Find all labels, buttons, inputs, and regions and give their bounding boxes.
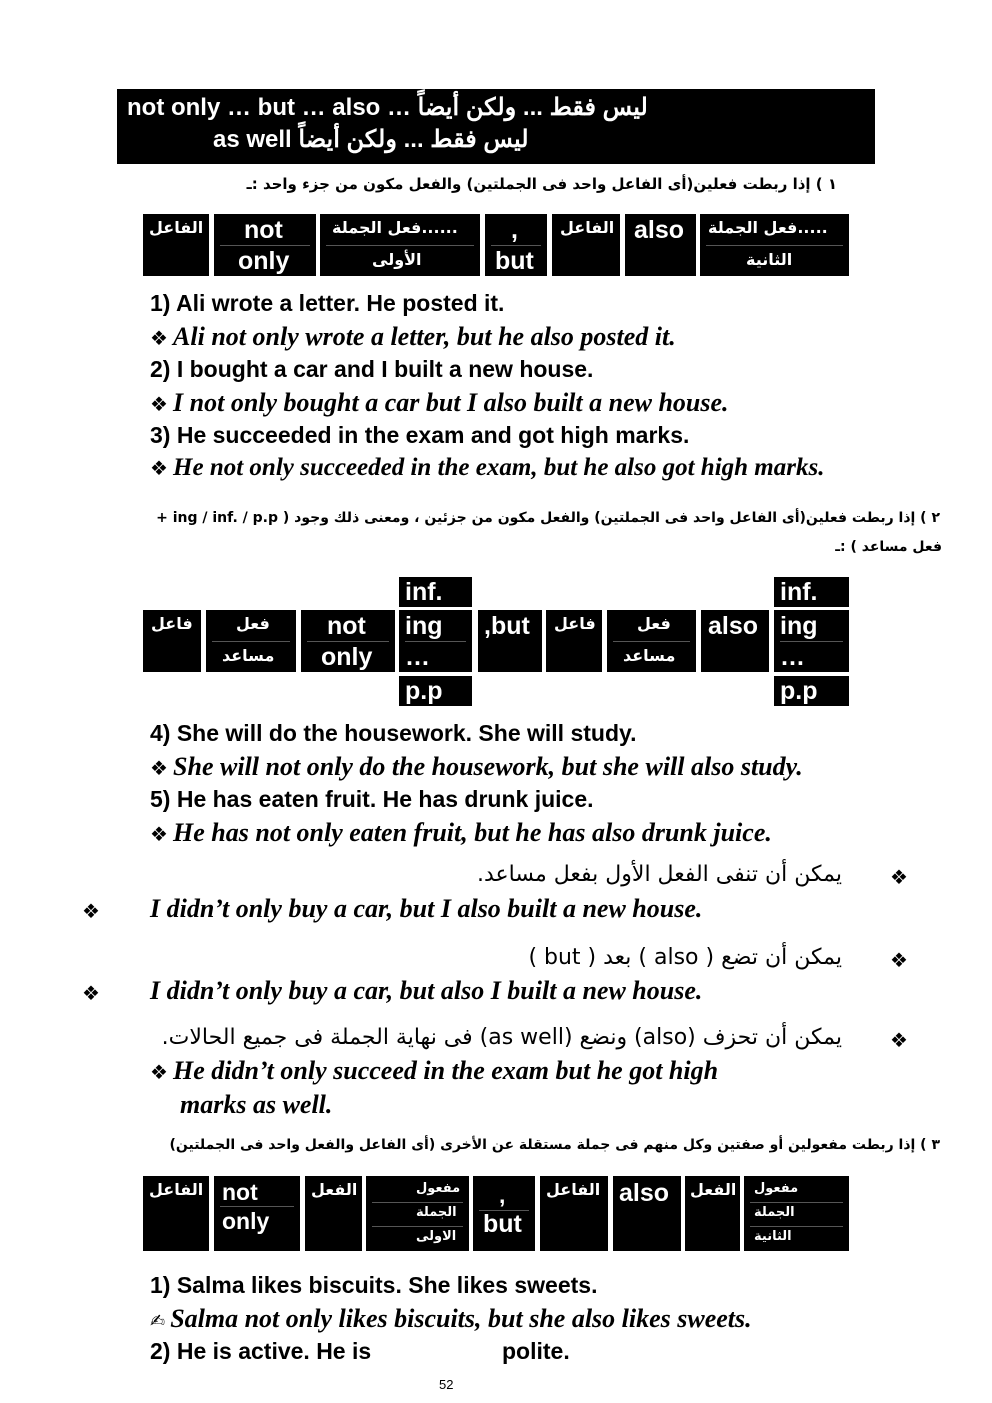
- s1-example-3-question: 3) He succeeded in the exam and got high marks.: [150, 422, 690, 448]
- s2-cell-ing-2: ing …: [774, 610, 849, 672]
- s3-cell-but: , but: [473, 1176, 535, 1251]
- s2-cell-inf-1: inf.: [399, 577, 472, 607]
- s2-example-4-question: 4) She will do the housework. She will study.: [150, 720, 637, 746]
- s1-example-1-question: 1) Ali wrote a letter. He posted it.: [150, 290, 505, 316]
- s2-cell-pp-2: p.p: [774, 676, 849, 706]
- s1-cell-but: , but: [485, 214, 547, 276]
- title-line-2: as well ليس فقط ... ولكن أيضاً: [213, 126, 529, 153]
- s3-cell-subject: الفاعل: [143, 1176, 209, 1251]
- s1-example-3-answer: ❖ He not only succeeded in the exam, but he also got high marks.: [150, 454, 825, 481]
- pencil-icon: ✍: [150, 1311, 166, 1332]
- s3-example-2-question-end: polite.: [502, 1338, 570, 1364]
- diamond-bullet-icon: ❖: [82, 899, 100, 923]
- note-3-arabic: يمكن أن تحزف (also) ونضع (as well) فى نهاية الجملة فى جميع الحالات.: [161, 1025, 842, 1050]
- section1-heading: ١ ) إذا ربطت فعلين(أى الفاعل واحد فى الجملتين) والفعل مكون من جزء واحد :ـ: [246, 175, 837, 193]
- diamond-bullet-icon: ❖: [890, 948, 908, 972]
- section2-heading-line2: فعل مساعد ) :ـ: [835, 539, 942, 555]
- s2-cell-inf-2: inf.: [774, 577, 849, 607]
- s2-cell-pp-1: p.p: [399, 676, 472, 706]
- s1-example-2-question: 2) I bought a car and I built a new house.: [150, 356, 594, 382]
- s2-example-5-question: 5) He has eaten fruit. He has drunk juice.: [150, 786, 594, 812]
- title-bar: [117, 89, 875, 164]
- diamond-bullet-icon: ❖: [150, 326, 168, 350]
- note-3-english-line1: ❖ He didn’t only succeed in the exam but he got high: [150, 1056, 719, 1085]
- s2-cell-but: ,but: [478, 610, 542, 672]
- diamond-bullet-icon: ❖: [890, 865, 908, 889]
- title-line-1: not only … but … also … ليس فقط ... ولكن أيضاً: [127, 94, 648, 121]
- s3-cell-verb: الفعل: [305, 1176, 362, 1251]
- s3-cell-verb2: الفعل: [685, 1176, 740, 1251]
- diamond-bullet-icon: ❖: [150, 456, 168, 480]
- s3-cell-not-only: not only: [214, 1176, 300, 1251]
- diamond-bullet-icon: ❖: [150, 756, 168, 780]
- s3-example-1-question: 1) Salma likes biscuits. She likes sweets.: [150, 1272, 598, 1298]
- note-1-arabic: يمكن أن تنفى الفعل الأول بفعل مساعد.: [477, 862, 842, 887]
- page-number: 52: [439, 1377, 454, 1392]
- s2-example-5-answer: ❖ He has not only eaten fruit, but he has also drunk juice.: [150, 818, 772, 847]
- s1-cell-verb1: فعل الجملة...... الأولى: [320, 214, 480, 276]
- s2-cell-aux: فعل مساعد: [206, 610, 296, 672]
- note-1-english: I didn’t only buy a car, but I also built a new house.: [150, 894, 703, 923]
- s2-cell-ing-1: ing …: [399, 610, 472, 672]
- section2-heading-line1: ٢ ) إذا ربطت فعلين(أى الفاعل واحد فى الجملتين) والفعل مكون من جزئين ، ومعنى ذلك وجود ( ing / inf. / p.p +: [156, 510, 940, 526]
- s2-cell-aux2: فعل مساعد: [607, 610, 696, 672]
- s1-cell-subject: الفاعل: [143, 214, 209, 276]
- diamond-bullet-icon: ❖: [150, 392, 168, 416]
- diamond-bullet-icon: ❖: [890, 1028, 908, 1052]
- s3-example-2-question: 2) He is active. He is: [150, 1338, 372, 1364]
- section3-heading: ٣ ) إذا ربطت مفعولين أو صفتين وكل منهم فى جملة مستقلة عن الأخرى (أى الفاعل والفعل واحد فى الجملتين): [169, 1137, 940, 1153]
- s2-example-4-answer: ❖ She will not only do the housework, but she will also study.: [150, 752, 803, 781]
- note-2-english: I didn’t only buy a car, but also I built a new house.: [150, 976, 703, 1005]
- s2-cell-also: also: [701, 610, 769, 672]
- note-2-arabic: يمكن أن تضع ( also ) بعد ( but ): [528, 945, 842, 970]
- diamond-bullet-icon: ❖: [150, 1060, 168, 1084]
- s1-cell-also: also: [625, 214, 696, 276]
- s1-cell-verb2: فعل الجملة..... الثانية: [700, 214, 849, 276]
- note-3-english-line2: marks as well.: [180, 1090, 333, 1119]
- s1-cell-not-only: not only: [214, 214, 316, 276]
- s3-example-1-answer: ✍ Salma not only likes biscuits, but she also likes sweets.: [150, 1304, 752, 1333]
- s1-cell-subject2: الفاعل: [552, 214, 620, 276]
- s2-cell-not-only: not only: [301, 610, 395, 672]
- s1-example-1-answer: ❖ Ali not only wrote a letter, but he also posted it.: [150, 322, 676, 351]
- s3-cell-object1: مفعول الجملة الاولى: [366, 1176, 469, 1251]
- diamond-bullet-icon: ❖: [82, 981, 100, 1005]
- s1-example-2-answer: ❖ I not only bought a car but I also built a new house.: [150, 388, 729, 417]
- s2-cell-subject2: فاعل: [546, 610, 602, 672]
- diamond-bullet-icon: ❖: [150, 822, 168, 846]
- s2-cell-subject: فاعل: [143, 610, 201, 672]
- s3-cell-subject2: الفاعل: [540, 1176, 608, 1251]
- s3-cell-also: also: [613, 1176, 681, 1251]
- s3-cell-object2: مفعول الجملة الثانية: [744, 1176, 849, 1251]
